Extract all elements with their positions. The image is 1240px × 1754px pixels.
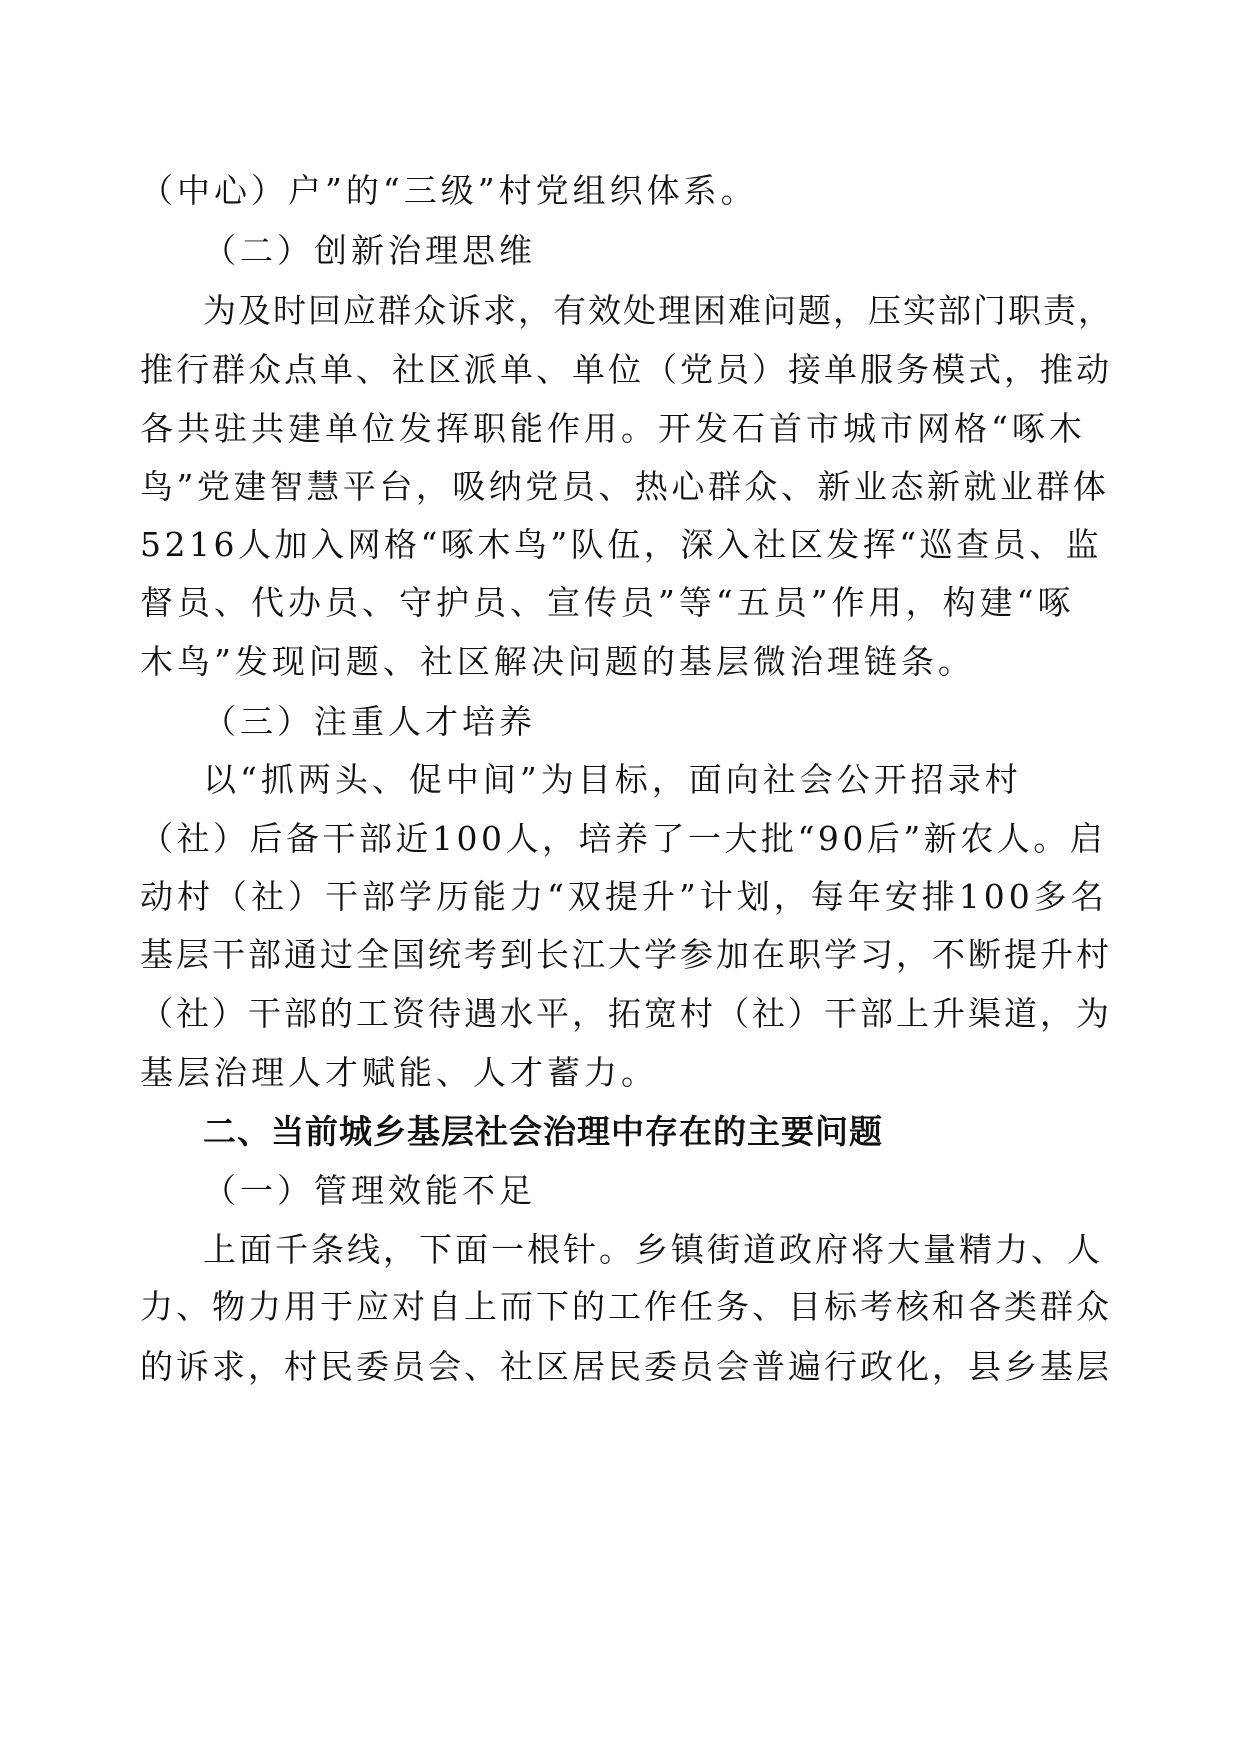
- paragraph-line: 力、物力用于应对自上而下的工作任务、目标考核和各类群众: [140, 1287, 1112, 1326]
- paragraph-line: 基层治理人才赋能、人才蓄力。: [140, 1053, 658, 1092]
- paragraph-line: 的诉求，村民委员会、社区居民委员会普遍行政化，县乡基层: [140, 1347, 1112, 1386]
- paragraph-line: 为及时回应群众诉求，有效处理困难问题，压实部门职责，: [203, 291, 1113, 330]
- section-heading: （三）注重人才培养: [203, 702, 536, 741]
- paragraph-line: （社）后备干部近100人，培养了一大批“90后”新农人。启: [140, 819, 1107, 858]
- section-heading: （二）创新治理思维: [203, 231, 536, 270]
- paragraph-line: 推行群众点单、社区派单、单位（党员）接单服务模式，推动: [140, 350, 1112, 389]
- paragraph-line: 督员、代办员、守护员、宣传员”等“五员”作用，构建“啄: [140, 583, 1075, 622]
- paragraph-line: （社）干部的工资待遇水平，拓宽村（社）干部上升渠道，为: [140, 994, 1112, 1033]
- paragraph-line: 以“抓两头、促中间”为目标，面向社会公开招录村: [203, 760, 1022, 799]
- paragraph-line: 动村（社）干部学历能力“双提升”计划，每年安排100多名: [140, 877, 1108, 916]
- paragraph-line: （中心）户”的“三级”村党组织体系。: [140, 171, 758, 210]
- paragraph-line: 上面千条线，下面一根针。乡镇街道政府将大量精力、人: [203, 1230, 1103, 1269]
- section-heading: （一）管理效能不足: [203, 1171, 536, 1210]
- paragraph-line: 木鸟”发现问题、社区解决问题的基层微治理链条。: [140, 642, 975, 681]
- paragraph-line: 基层干部通过全国统考到长江大学参加在职学习，不断提升村: [140, 935, 1112, 974]
- paragraph-line: 5216人加入网格“啄木鸟”队伍，深入社区发挥“巡查员、监: [140, 525, 1103, 564]
- paragraph-line: 各共驻共建单位发挥职能作用。开发石首市城市网格“啄木: [140, 409, 1086, 448]
- chapter-heading: 二、当前城乡基层社会治理中存在的主要问题: [203, 1112, 883, 1151]
- paragraph-line: 鸟”党建智慧平台，吸纳党员、热心群众、新业态新就业群体: [140, 467, 1110, 506]
